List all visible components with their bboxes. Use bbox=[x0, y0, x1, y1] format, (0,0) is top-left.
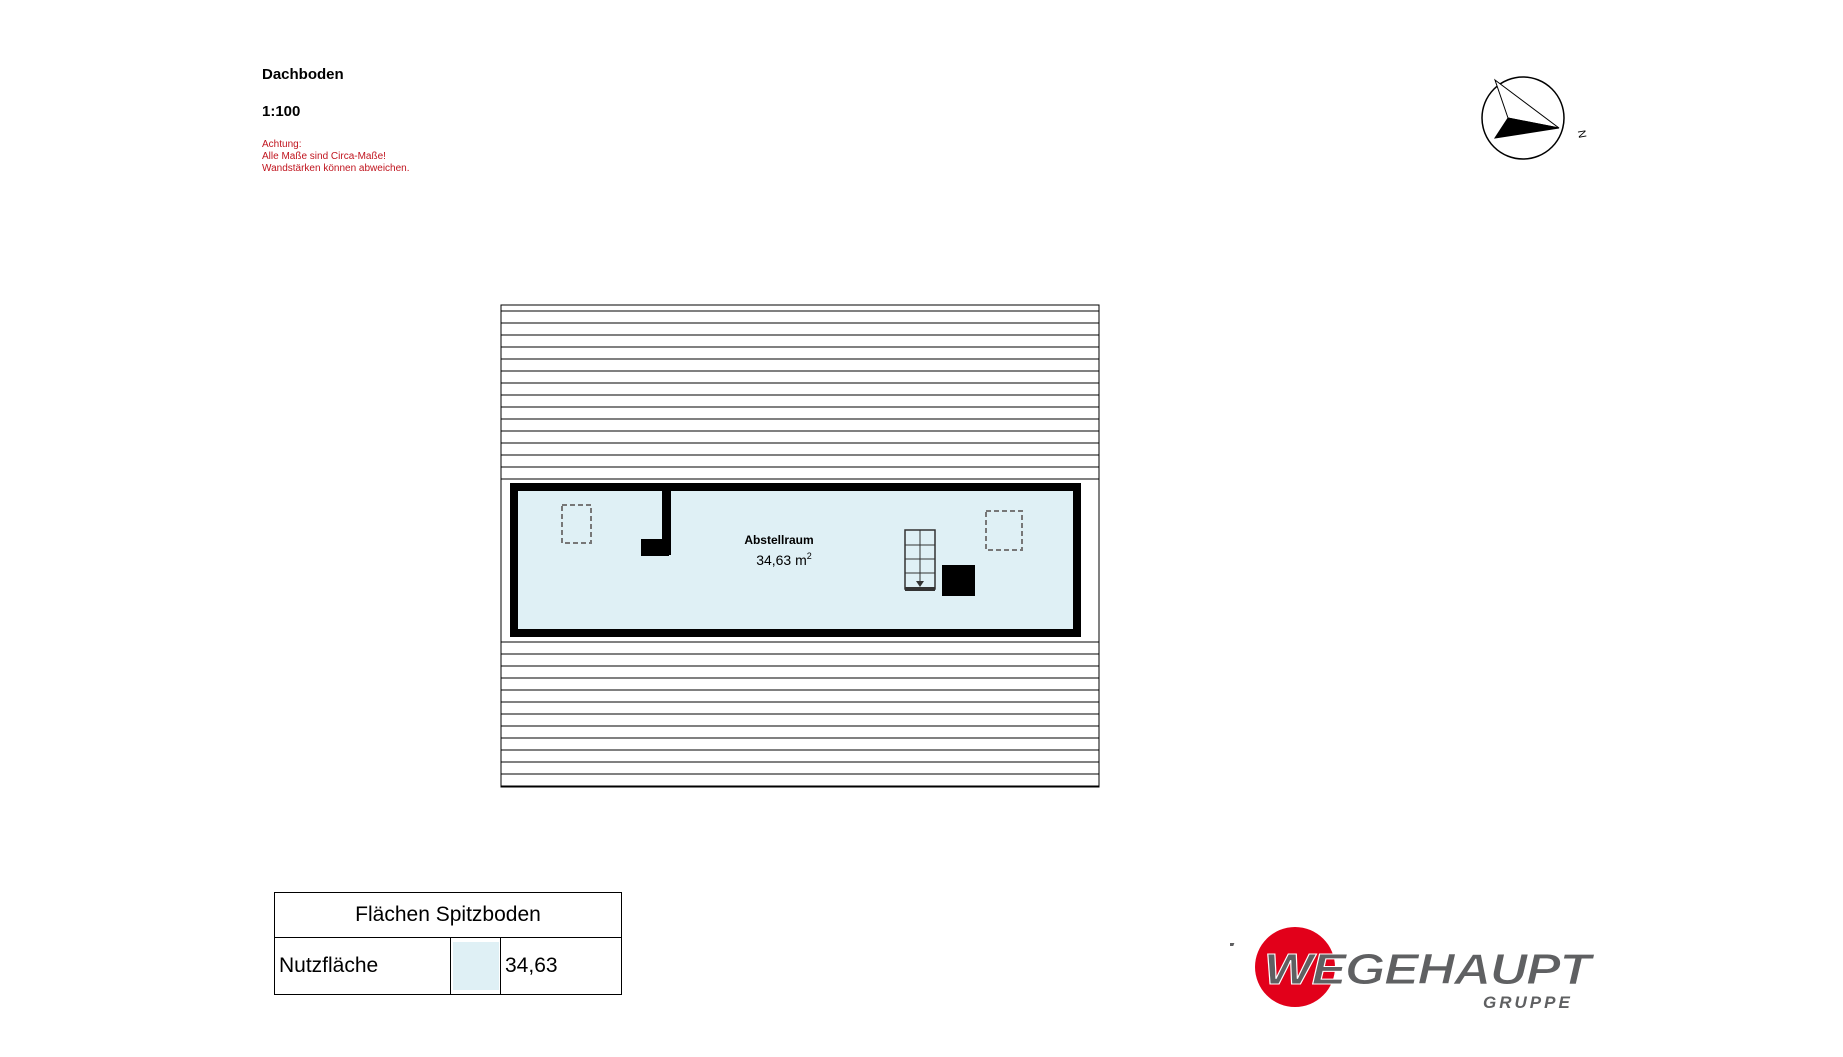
area-color-swatch bbox=[451, 938, 501, 994]
area-row-value: 34,63 bbox=[505, 954, 558, 977]
compass-north-label: N bbox=[1574, 129, 1588, 140]
chimney bbox=[641, 539, 669, 556]
warning-line: Wandstärken können abweichen. bbox=[262, 163, 410, 174]
drawing-title: Dachboden bbox=[262, 66, 344, 83]
chimney-block bbox=[942, 565, 975, 596]
warning-line: Achtung: bbox=[262, 139, 302, 150]
room-area bbox=[756, 551, 812, 568]
area-row-label: Nutzfläche bbox=[275, 938, 451, 994]
area-table-title: Flächen Spitzboden bbox=[275, 893, 621, 938]
logo-subtitle: GRUPPE bbox=[1483, 993, 1573, 1012]
warning-line: Alle Maße sind Circa-Maße! bbox=[262, 151, 386, 162]
table-row bbox=[275, 938, 621, 994]
logo-wordmark: WEGEHAUPT bbox=[1264, 945, 1595, 994]
room-name: Abstellraum bbox=[744, 533, 814, 547]
room-area-unit-superscript: 2 bbox=[806, 551, 812, 561]
area-table bbox=[274, 892, 622, 995]
compass-icon bbox=[1482, 77, 1588, 159]
drawing-scale: 1:100 bbox=[262, 103, 301, 120]
company-logo bbox=[1230, 922, 1610, 1012]
room-area-value: 34,63 m bbox=[756, 552, 807, 568]
